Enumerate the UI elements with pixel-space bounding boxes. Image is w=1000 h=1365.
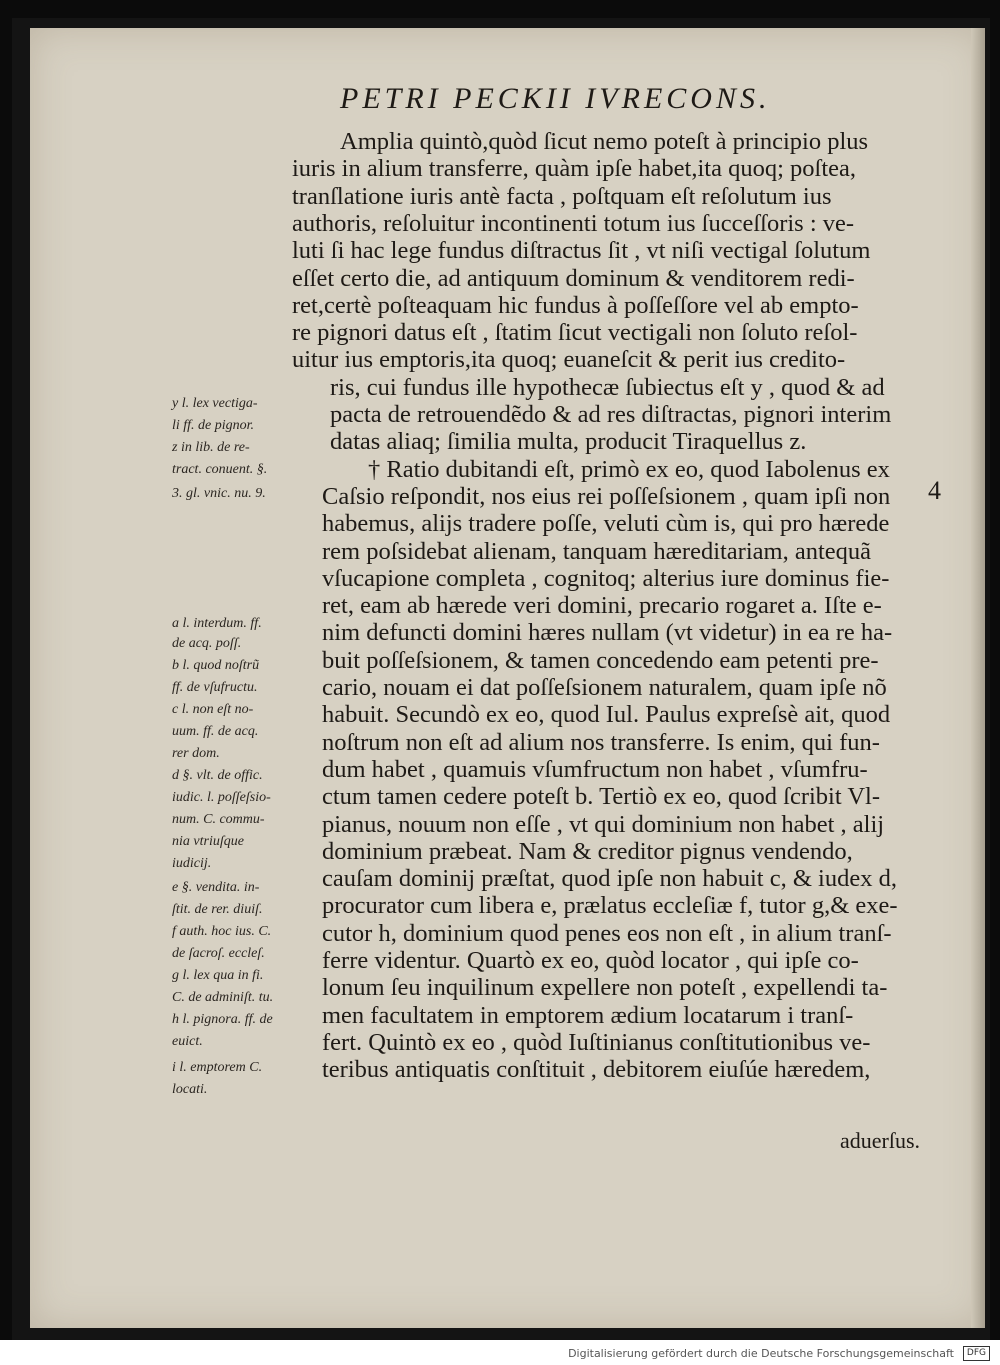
- text-line: nim defuncti domini hæres nullam (vt videtur) in ea re ha-: [322, 619, 893, 647]
- text-line: eſſet certo die, ad antiquum dominum & venditorem redi-: [292, 264, 855, 292]
- text-line: datas aliaq; ſimilia multa, producit Tiraquellus z.: [330, 428, 807, 456]
- text-line: cauſam dominij præſtat, quod ipſe non habuit c, & iudex d,: [322, 865, 897, 893]
- text-line: tranſlatione iuris antè facta , poſtquam eſt reſolutum ius: [292, 182, 832, 210]
- margin-note: de ſacroſ. eccleſ.: [172, 946, 265, 961]
- margin-note: a l. interdum. ff.: [172, 616, 262, 631]
- margin-note: z in lib. de re-: [172, 440, 250, 455]
- text-line: Caſsio reſpondit, nos eius rei poſſeſsionem , quam ipſi non: [322, 482, 891, 510]
- margin-note: 3. gl. vnic. nu. 9.: [172, 486, 266, 501]
- margin-note: li ff. de pignor.: [172, 418, 255, 433]
- running-header: PETRI PECKII IVRECONS.: [340, 82, 771, 115]
- text-line: dominium præbeat. Nam & creditor pignus vendendo,: [322, 837, 853, 865]
- text-line: uitur ius emptoris,ita quoq; euaneſcit & perit ius credito-: [292, 346, 846, 374]
- margin-note: d §. vlt. de offic.: [172, 768, 263, 783]
- catchword: aduerſus.: [840, 1128, 921, 1153]
- text-line: noſtrum non eſt ad alium nos transferre. Is enim, qui fun-: [322, 728, 880, 756]
- margin-note: euict.: [172, 1034, 203, 1049]
- text-line: ret,certè poſteaquam hic fundus à poſſeſſore vel ab empto-: [292, 291, 859, 319]
- text-line: rem poſsidebat alienam, tanquam hæreditariam, antequã: [322, 537, 872, 565]
- text-line: ferre videntur. Quartò ex eo, quòd locator , qui ipſe co-: [322, 947, 859, 974]
- text-line: buit poſſeſsionem, & tamen concedendo eam petenti pre-: [322, 646, 879, 674]
- margin-note: h l. pignora. ff. de: [172, 1012, 273, 1027]
- margin-note: C. de adminiſt. tu.: [172, 990, 274, 1005]
- text-line: ris, cui fundus ille hypothecæ ſubiectus eſt y , quod & ad: [330, 373, 885, 401]
- text-line: authoris, reſoluitur incontinenti totum ius ſucceſſoris : ve-: [292, 209, 855, 237]
- text-line: habemus, alijs tradere poſſe, veluti cùm is, qui pro hærede: [322, 510, 890, 538]
- margin-note: i l. emptorem C.: [172, 1060, 263, 1075]
- margin-note: iudicij.: [172, 856, 212, 871]
- text-line: lonum ſeu inquilinum expellere non poteſt , expellendi ta-: [322, 974, 888, 1002]
- footer-bar: [0, 1340, 1000, 1365]
- text-line: Amplia quintò,quòd ſicut nemo poteſt à principio plus: [340, 128, 869, 155]
- text-line: procurator cum libera e, prælatus eccleſiæ f, tutor g,& exe-: [322, 892, 898, 920]
- margin-note: y l. lex vectiga-: [172, 396, 258, 411]
- text-line: dum habet , quamuis vſumfructum non habet , vſumfru-: [322, 755, 868, 783]
- text-line: men facultatem in emptorem ædium locatarum i tranſ-: [322, 1001, 854, 1029]
- margin-note: de acq. poſſ.: [172, 636, 242, 651]
- page-edge: [971, 28, 985, 1328]
- text-line: cutor h, dominium quod penes eos non eſt , in alium tranſ-: [322, 919, 892, 947]
- margin-note: ff. de vſufructu.: [172, 680, 258, 695]
- margin-note: ſtit. de rer. diuiſ.: [172, 902, 263, 917]
- text-line: vſucapione completa , cognitoq; alterius iure dominus fie-: [322, 564, 890, 592]
- text-line: habuit. Secundò ex eo, quod Iul. Paulus expreſsè ait, quod: [322, 701, 891, 729]
- text-line: ctum tamen cedere poteſt b. Tertiò ex eo, quod ſcribit Vl-: [322, 783, 880, 811]
- margin-note: locati.: [172, 1082, 208, 1097]
- dfg-logo: DFG: [963, 1346, 990, 1361]
- margin-note: f auth. hoc ius. C.: [172, 924, 272, 939]
- footer-credit: Digitalisierung gefördert durch die Deutsche Forschungsgemeinschaft: [568, 1347, 954, 1360]
- margin-note: tract. conuent. §.: [172, 462, 268, 477]
- text-line: fert. Quintò ex eo , quòd Iuſtinianus conſtitutionibus ve-: [322, 1028, 871, 1056]
- text-line: cario, nouam ei dat poſſeſsionem naturalem, quam ipſe nõ: [322, 674, 887, 701]
- text-line: re pignori datus eſt , ſtatim ſicut vectigali non ſoluto reſol-: [292, 319, 858, 347]
- text-line: teribus antiquatis conſtituit , debitorem eiuſúe hæredem,: [322, 1056, 871, 1084]
- margin-note: c l. non eſt no-: [172, 702, 254, 717]
- text-line: iuris in alium transferre, quàm ipſe habet,ita quoq; poſtea,: [292, 155, 857, 183]
- text-line: pacta de retrouendẽdo & ad res diſtractas, pignori interim: [330, 401, 892, 428]
- margin-note: nia vtriuſque: [172, 834, 244, 849]
- margin-note: g l. lex qua in fi.: [172, 968, 264, 983]
- margin-number: 4: [928, 476, 941, 505]
- text-line: pianus, nouum non eſſe , vt qui dominium non habet , alij: [322, 810, 885, 838]
- text-line: luti ſi hac lege fundus diſtractus ſit , vt niſi vectigal ſolutum: [292, 237, 871, 265]
- margin-note: uum. ff. de acq.: [172, 724, 259, 739]
- margin-note: e §. vendita. in-: [172, 880, 260, 895]
- margin-note: iudic. l. poſſeſsio-: [172, 790, 271, 805]
- margin-note: rer dom.: [172, 746, 220, 761]
- margin-note: b l. quod noſtrũ: [172, 658, 260, 673]
- text-line: ret, eam ab hærede veri domini, precario rogaret a. Iſte e-: [322, 592, 882, 620]
- text-line: † Ratio dubitandi eſt, primò ex eo, quod Iabolenus ex: [368, 455, 890, 483]
- margin-note: num. C. commu-: [172, 812, 265, 827]
